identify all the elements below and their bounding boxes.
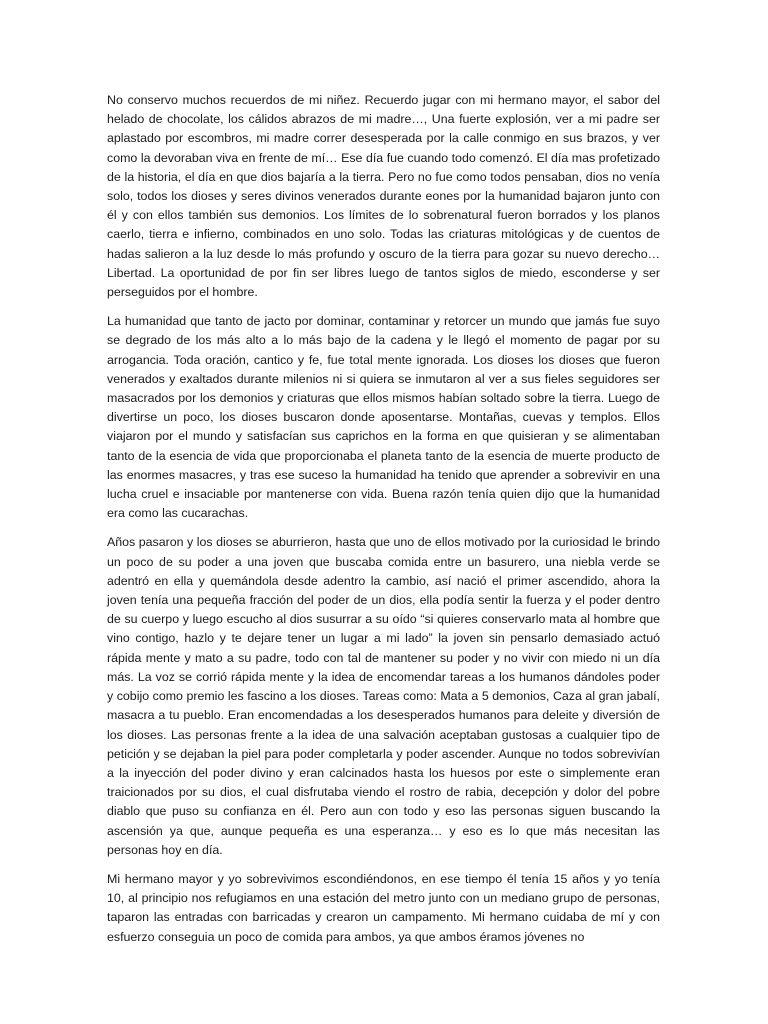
paragraph-1: No conservo muchos recuerdos de mi niñez. Recuerdo jugar con mi hermano mayor, el sabor del helado de chocolate, los cálidos abrazos de mi madre…, Una fuerte explosión, ver a mi padre ser aplastado por escombros, mi madre correr desesperada por la calle conmigo en sus brazos, y ver como la devoraban viva en frente de mí… Ese día fue cuando todo comenzó. El día mas profetizado de la historia, el día en que dios bajaría a la tierra. Pero no fue como todos pensaban, dios no venía solo, todos los dioses y seres divinos venerados durante eones por la humanidad bajaron junto con él y con ellos también sus demonios. Los límites de lo sobrenatural fueron borrados y los planos caerlo, tierra e infierno, combinados en uno solo. Todas las criaturas mitológicas y de cuentos de hadas salieron a la luz desde lo más profundo y oscuro de la tierra para gozar su nuevo derecho… Libertad. La oportunidad de por fin ser libres luego de tantos siglos de miedo, esconderse y ser perseguidos por el hombre. — [107, 93, 660, 300]
paragraph-2: La humanidad que tanto de jacto por dominar, contaminar y retorcer un mundo que jamás fue suyo se degrado de los más alto a lo más bajo de la cadena y le llegó el momento de pagar por su arrogancia. Toda oración, cantico y fe, fue total mente ignorada. Los dioses los dioses que fueron venerados y exaltados durante milenios ni si quiera se inmutaron al ver a sus fieles seguidores ser masacrados por los demonios y criaturas que ellos mismos habían soltado sobre la tierra. Luego de divertirse un poco, los dioses buscaron donde aposentarse. Montañas, cuevas y templos. Ellos viajaron por el mundo y satisfacían sus caprichos en la forma en que quisieran y se alimentaban tanto de la esencia de vida que proporcionaba el planeta tanto de la esencia de muerte producto de las enormes masacres, y tras ese suceso la humanidad ha tenido que aprender a sobrevivir en una lucha cruel e insaciable por mantenerse con vida. Buena razón tenía quien dijo que la humanidad era como las cucarachas. — [107, 314, 660, 521]
document-page — [107, 91, 660, 957]
paragraph-3: Años pasaron y los dioses se aburrieron, hasta que uno de ellos motivado por la curiosidad le brindo un poco de su poder a una joven que buscaba comida entre un basurero, una niebla verde se adentró en ella y quemándola desde adentro la cambio, así nació el primer ascendido, ahora la joven tenía una pequeña fracción del poder de un dios, ella podía sentir la fuerza y el poder dentro de su cuerpo y luego escucho al dios susurrar a su oído “si quieres conservarlo mata al hombre que vino contigo, hazlo y te dejare tener un lugar a mi lado” la joven sin pensarlo demasiado actuó rápida mente y mato a su padre, todo con tal de mantener su poder y no vivir con miedo ni un día más. La voz se corrió rápida mente y la idea de encomendar tareas a los humanos dándoles poder y cobijo como premio les fascino a los dioses. Tareas como: Mata a 5 demonios, Caza al gran jabalí, masacra a tu pueblo. Eran encomendadas a los desesperados humanos para deleite y diversión de los dioses. Las personas frente a la idea de una salvación aceptaban gustosas a cualquier tipo de petición y se dejaban la piel para poder completarla y poder ascender. Aunque no todos sobrevivían a la inyección del poder divino y eran calcinados hasta los huesos por este o simplemente eran traicionados por su dios, el cual disfrutaba viendo el rostro de rabia, decepción y dolor del pobre diablo que puso su confianza en él. Pero aun con todo y eso las personas siguen buscando la ascensión ya que, aunque pequeña es una esperanza… y eso es lo que más necesitan las personas hoy en día. — [107, 535, 660, 857]
paragraph-4: Mi hermano mayor y yo sobrevivimos escondiéndonos, en ese tiempo él tenía 15 años y yo tenía 10, al principio nos refugiamos en una estación del metro junto con un mediano grupo de personas, taparon las entradas con barricadas y crearon un campamento. Mi hermano cuidaba de mí y con esfuerzo conseguia un poco de comida para ambos, ya que ambos éramos jóvenes no — [107, 871, 660, 944]
